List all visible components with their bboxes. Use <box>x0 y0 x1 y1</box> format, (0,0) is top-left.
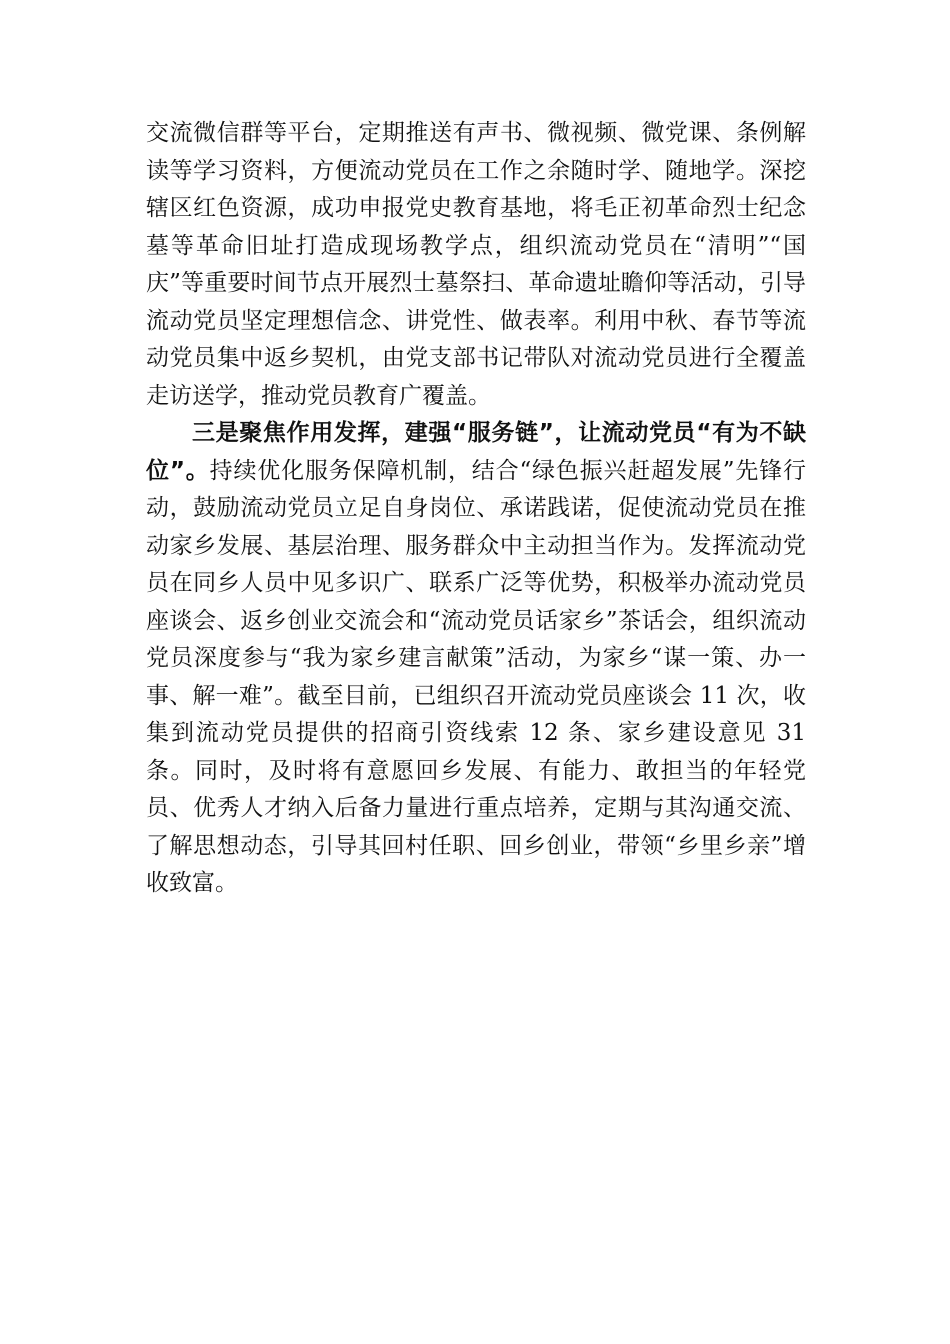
section-three-lead: 三是聚焦作用发挥，建强“服务链”，让流动党员“有为不缺位”。 <box>146 420 806 484</box>
paragraph-continuation: 交流微信群等平台，定期推送有声书、微视频、微党课、条例解读等学习资料，方便流动党员在工作之余随时学、随地学。深挖辖区红色资源，成功申报党史教育基地，将毛正初革命烈士纪念墓等革命旧址打造成现场教学点，组织流动党员在“清明”“国庆”等重要时间节点开展烈士墓祭扫、革命遗址瞻仰等活动，引导流动党员坚定理想信念、讲党性、做表率。利用中秋、春节等流动党员集中返乡契机，由党支部书记带队对流动党员进行全覆盖走访送学，推动党员教育广覆盖。 <box>146 120 806 409</box>
document-body <box>146 115 806 903</box>
paragraph-section-three <box>146 415 806 903</box>
section-three-body: 持续优化服务保障机制，结合“绿色振兴赶超发展”先锋行动，鼓励流动党员立足自身岗位、承诺践诺，促使流动党员在推动家乡发展、基层治理、服务群众中主动担当作为。发挥流动党员在同乡人员中见多识广、联系广泛等优势，积极举办流动党员座谈会、返乡创业交流会和“流动党员话家乡”茶话会，组织流动党员深度参与“我为家乡建言献策”活动，为家乡“谋一策、办一事、解一难”。截至目前，已组织召开流动党员座谈会 11 次，收集到流动党员提供的招商引资线索 12 条、家乡建设意见 31 条。同时，及时将有意愿回乡发展、有能力、敢担当的年轻党员、优秀人才纳入后备力量进行重点培养，定期与其沟通交流、了解思想动态，引导其回村任职、回乡创业，带领“乡里乡亲”增收致富。 <box>146 457 806 896</box>
